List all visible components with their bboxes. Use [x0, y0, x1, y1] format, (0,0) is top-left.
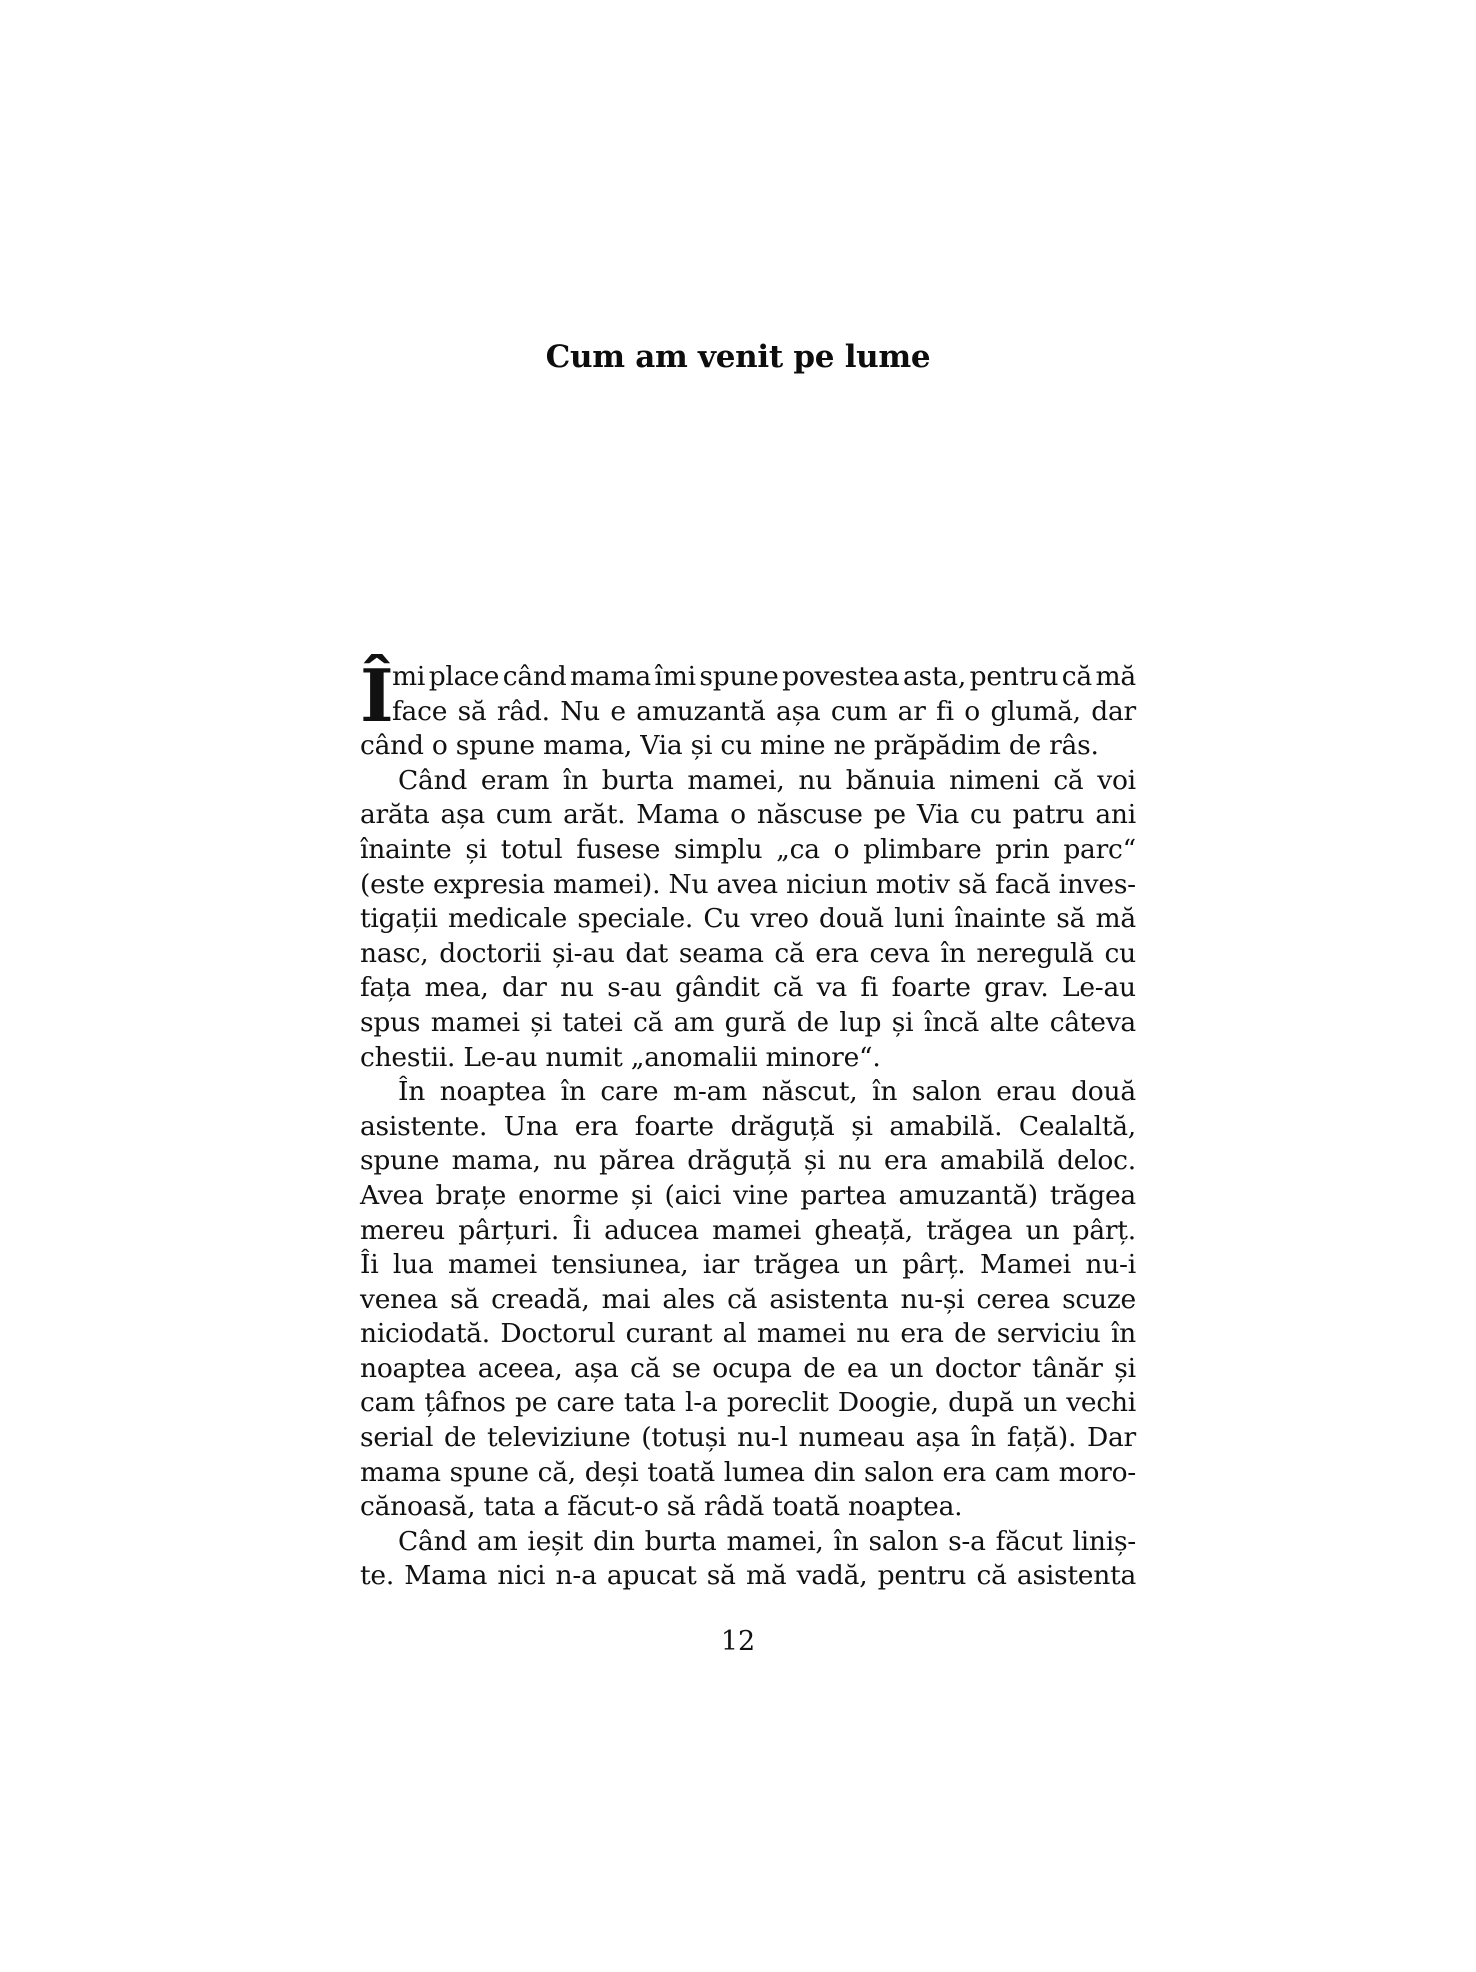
body-text: [360, 653, 1136, 1594]
text-line: noaptea aceea, așa că se ocupa de ea un doctor tânăr și: [360, 1352, 1136, 1384]
text-line: tigații medicale speciale. Cu vreo două luni înainte să mă: [360, 903, 1136, 935]
page-number: 12: [720, 1626, 756, 1657]
text-line: chestii. Le-au numit „anomalii minore“.: [360, 1041, 881, 1073]
text-line: face să râd. Nu e amuzantă așa cum ar fi o glumă, dar: [392, 695, 1136, 727]
text-line: Îi lua mamei tensiunea, iar trăgea un pârț. Mamei nu-i: [360, 1249, 1136, 1281]
text-line: nasc, doctorii și-au dat seama că era ceva în neregulă cu: [360, 937, 1136, 969]
text-line: asistente. Una era foarte drăguță și amabilă. Cealaltă,: [360, 1110, 1136, 1142]
text-line: Avea brațe enorme și (aici vine partea amuzantă) trăgea: [360, 1179, 1136, 1211]
text-line: serial de televiziune (totuși nu-l numeau așa în față). Dar: [360, 1422, 1136, 1454]
text-line: cam țâfnos pe care tata l-a poreclit Doogie, după un vechi: [360, 1387, 1136, 1419]
chapter-title: Cum am venit pe lume: [545, 338, 931, 375]
text-line: (este expresia mamei). Nu avea niciun motiv să facă inves-: [360, 868, 1136, 900]
text-line: mereu pârțuri. Îi aducea mamei gheață, trăgea un pârț.: [360, 1214, 1136, 1246]
text-line: înainte și totul fusese simplu „ca o plimbare prin parc“: [360, 833, 1136, 865]
drop-cap: Î: [360, 653, 394, 738]
text-line: niciodată. Doctorul curant al mamei nu era de serviciu în: [360, 1318, 1136, 1350]
text-line: spune mama, nu părea drăguță și nu era amabilă deloc.: [360, 1145, 1136, 1177]
text-line: fața mea, dar nu s-au gândit că va fi foarte grav. Le-au: [360, 972, 1136, 1004]
text-line: În noaptea în care m-am născut, în salon erau două: [398, 1076, 1136, 1108]
text-line: spus mamei și tatei că am gură de lup și încă alte câteva: [360, 1006, 1136, 1038]
text-line: te. Mama nici n-a apucat să mă vadă, pentru că asistenta: [360, 1560, 1136, 1592]
text-line: arăta așa cum arăt. Mama o născuse pe Via cu patru ani: [360, 799, 1136, 831]
text-line: venea să creadă, mai ales că asistenta nu-și cerea scuze: [360, 1283, 1136, 1315]
text-line: cănoasă, tata a făcut-o să râdă toată noaptea.: [360, 1491, 963, 1523]
text-line: Când am ieșit din burta mamei, în salon s-a făcut liniș-: [398, 1525, 1136, 1557]
text-line: Când eram în burta mamei, nu bănuia nimeni că voi: [398, 764, 1136, 796]
paragraph-lines: [360, 653, 1136, 1594]
text-line: mama spune că, deși toată lumea din salon era cam moro-: [360, 1456, 1136, 1488]
text-line: mi place când mama îmi spune povestea asta, pentru că mă: [392, 661, 1136, 692]
text-line: când o spune mama, Via și cu mine ne prăpădim de râs.: [360, 730, 1099, 762]
